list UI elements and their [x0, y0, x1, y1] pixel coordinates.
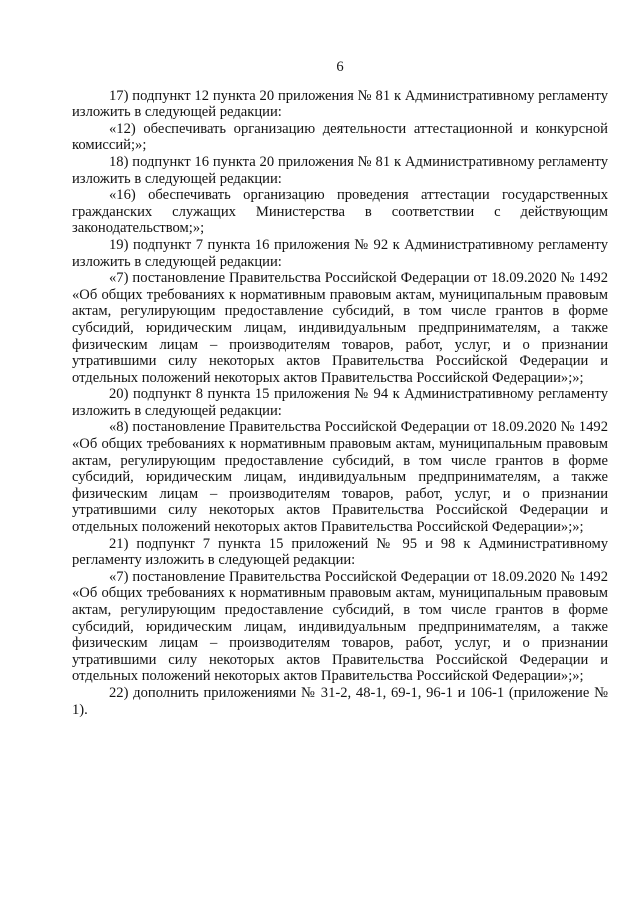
paragraph-19-text: «7) постановление Правительства Российской Федерации от 18.09.2020 № 1492 «Об общих требованиях к нормативным правовым актам, муниципальным правовым актам, регулирующим предоставление субсидий, в том числе грантов в форме субсидий, юридическим лицам, индивидуальным предпринимателям, а также физическим лицам – производителям товаров, работ, услуг, и о признании утратившими силу некоторых актов Правительства Российской Федерации и отдельных положений некоторых актов Правительства Российской Федерации»;»;: [72, 270, 608, 386]
paragraph-17-text: «12) обеспечивать организацию деятельности аттестационной и конкурсной комиссий;»;: [72, 120, 608, 154]
paragraph-20-text: «8) постановление Правительства Российской Федерации от 18.09.2020 № 1492 «Об общих требованиях к нормативным правовым актам, муниципальным правовым актам, регулирующим предоставление субсидий, в том числе грантов в форме субсидий, юридическим лицам, индивидуальным предпринимателям, а также физическим лицам – производителям товаров, работ, услуг, и о признании утратившими силу некоторых актов Правительства Российской Федерации и отдельных положений некоторых актов Правительства Российской Федерации»;»;: [72, 419, 608, 536]
page-number: 6: [336, 59, 344, 75]
paragraph-18-text: «16) обеспечивать организацию проведения аттестации государственных гражданских служащих Министерства в соответствии с действующим законодательством;»;: [72, 187, 608, 237]
paragraph-17-intro: 17) подпункт 12 пункта 20 приложения № 81 к Административному регламенту изложить в следующей редакции:: [72, 87, 608, 121]
paragraph-21-intro: 21) подпункт 7 пункта 15 приложений № 95 и 98 к Административному регламенту изложить в следующей редакции:: [72, 535, 608, 569]
paragraph-22: 22) дополнить приложениями № 31-2, 48-1, 69-1, 96-1 и 106-1 (приложение № 1).: [72, 684, 608, 718]
paragraph-20-intro: 20) подпункт 8 пункта 15 приложения № 94 к Административному регламенту изложить в следующей редакции:: [72, 386, 608, 419]
paragraph-21-text: «7) постановление Правительства Российской Федерации от 18.09.2020 № 1492 «Об общих требованиях к нормативным правовым актам, муниципальным правовым актам, регулирующим предоставление субсидий, в том числе грантов в форме субсидий, юридическим лицам, индивидуальным предпринимателям, а также физическим лицам – производителям товаров, работ, услуг, и о признании утратившими силу некоторых актов Правительства Российской Федерации и отдельных положений некоторых актов Правительства Российской Федерации»;»;: [72, 568, 608, 685]
paragraph-18-intro: 18) подпункт 16 пункта 20 приложения № 81 к Административному регламенту изложить в следующей редакции:: [72, 153, 608, 187]
paragraph-19-intro: 19) подпункт 7 пункта 16 приложения № 92 к Административному регламенту изложить в следующей редакции:: [72, 236, 608, 270]
